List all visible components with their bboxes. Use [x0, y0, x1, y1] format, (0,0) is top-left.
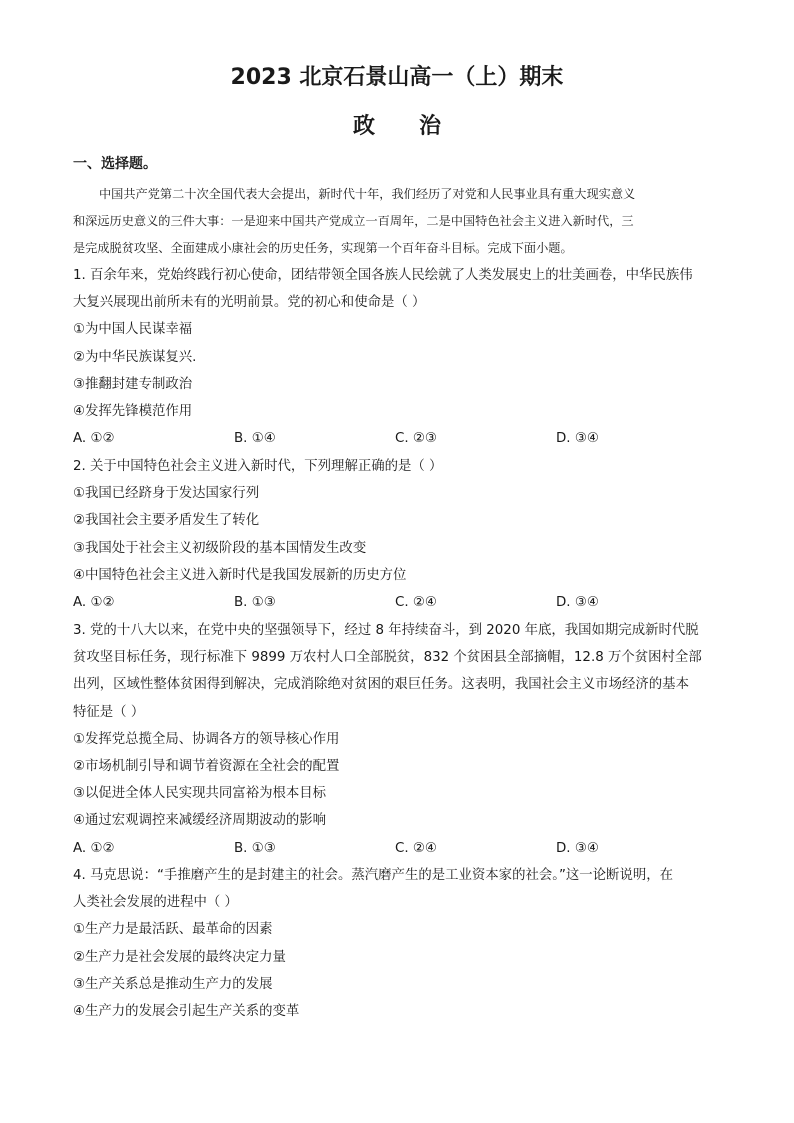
option-c: C. ②④	[395, 595, 437, 611]
intro-line: 是完成脱贫攻坚、全面建成小康社会的历史任务，实现第一个百年奋斗目标。完成下面小题。	[73, 241, 573, 255]
subject-char-1: 政	[352, 114, 375, 139]
option-a: A. ①②	[73, 840, 115, 856]
statement-item: ③推翻封建专制政治	[73, 376, 193, 392]
option-c: C. ②④	[395, 840, 437, 856]
option-a: A. ①②	[73, 595, 115, 611]
statement-item: ①我国已经跻身于发达国家行列	[73, 486, 260, 502]
subject-title	[0, 109, 794, 140]
question-stem-line: 出列，区域性整体贫困得到解决，完成消除绝对贫困的艰巨任务。这表明，我国社会主义市场经济的基本	[73, 677, 689, 693]
question-stem-line: 贫攻坚目标任务，现行标准下 9899 万农村人口全部脱贫，832 个贫困县全部摘帽，12.8 万个贫困村全部	[73, 650, 702, 666]
question-3	[73, 617, 723, 862]
question-stem-line: 1. 百余年来，党始终践行初心使命，团结带领全国各族人民绘就了人类发展史上的壮美画卷，中华民族伟	[73, 268, 693, 283]
answer-options	[73, 589, 723, 616]
statement-item: ③我国处于社会主义初级阶段的基本国情发生改变	[73, 540, 367, 556]
statement-item: ④通过宏观调控来减缓经济周期波动的影响	[73, 813, 327, 829]
section-heading: 一、选择题。	[73, 156, 157, 172]
question-1	[73, 262, 723, 452]
statement-item: ①生产力是最活跃、最革命的因素	[73, 922, 273, 938]
question-2	[73, 453, 723, 616]
statement-item: ②为中华民族谋复兴.	[73, 349, 197, 365]
option-b: B. ①④	[234, 431, 276, 447]
answer-options	[73, 425, 723, 452]
statement-item: ①发挥党总揽全局、协调各方的领导核心作用	[73, 731, 340, 747]
question-stem-line: 人类社会发展的进程中（ ）	[73, 895, 238, 911]
question-stem-line: 特征是（ ）	[73, 704, 145, 720]
question-stem-line: 4. 马克思说：“手推磨产生的是封建主的社会。蒸汽磨产生的是工业资本家的社会。”这一论断说明，在	[73, 868, 674, 883]
statement-item: ②我国社会主要矛盾发生了转化	[73, 513, 260, 529]
statement-item: ②市场机制引导和调节着资源在全社会的配置	[73, 759, 340, 775]
answer-options	[73, 835, 723, 862]
statement-item: ③生产关系总是推动生产力的发展	[73, 976, 273, 992]
option-d: D. ③④	[556, 840, 599, 856]
statement-item: ③以促进全体人民实现共同富裕为根本目标	[73, 786, 327, 802]
statement-item: ④生产力的发展会引起生产关系的变革	[73, 1004, 300, 1020]
intro-passage	[73, 181, 723, 262]
statement-item: ①为中国人民谋幸福	[73, 322, 193, 338]
statement-item: ②生产力是社会发展的最终决定力量	[73, 949, 286, 965]
exam-title: 2023 北京石景山高一（上）期末	[230, 65, 564, 90]
intro-line: 和深远历史意义的三件大事：一是迎来中国共产党成立一百周年，二是中国特色社会主义进入新时代，三	[73, 214, 634, 228]
statement-item: ④中国特色社会主义进入新时代是我国发展新的历史方位	[73, 567, 407, 583]
option-b: B. ①③	[234, 840, 276, 856]
option-b: B. ①③	[234, 595, 276, 611]
question-4	[73, 862, 723, 1025]
statement-item: ④发挥先锋模范作用	[73, 404, 193, 420]
option-c: C. ②③	[395, 431, 437, 447]
question-stem-line: 3. 党的十八大以来，在党中央的坚强领导下，经过 8 年持续奋斗，到 2020 年底，我国如期完成新时代脱	[73, 623, 699, 638]
subject-char-2: 治	[419, 114, 442, 139]
option-a: A. ①②	[73, 431, 115, 447]
intro-line: 中国共产党第二十次全国代表大会提出，新时代十年，我们经历了对党和人民事业具有重大现实意义	[99, 187, 636, 201]
option-d: D. ③④	[556, 595, 599, 611]
question-stem-line: 2. 关于中国特色社会主义进入新时代，下列理解正确的是（ ）	[73, 459, 443, 474]
question-stem-line: 大复兴展现出前所未有的光明前景。党的初心和使命是（ ）	[73, 295, 426, 311]
option-d: D. ③④	[556, 431, 599, 447]
